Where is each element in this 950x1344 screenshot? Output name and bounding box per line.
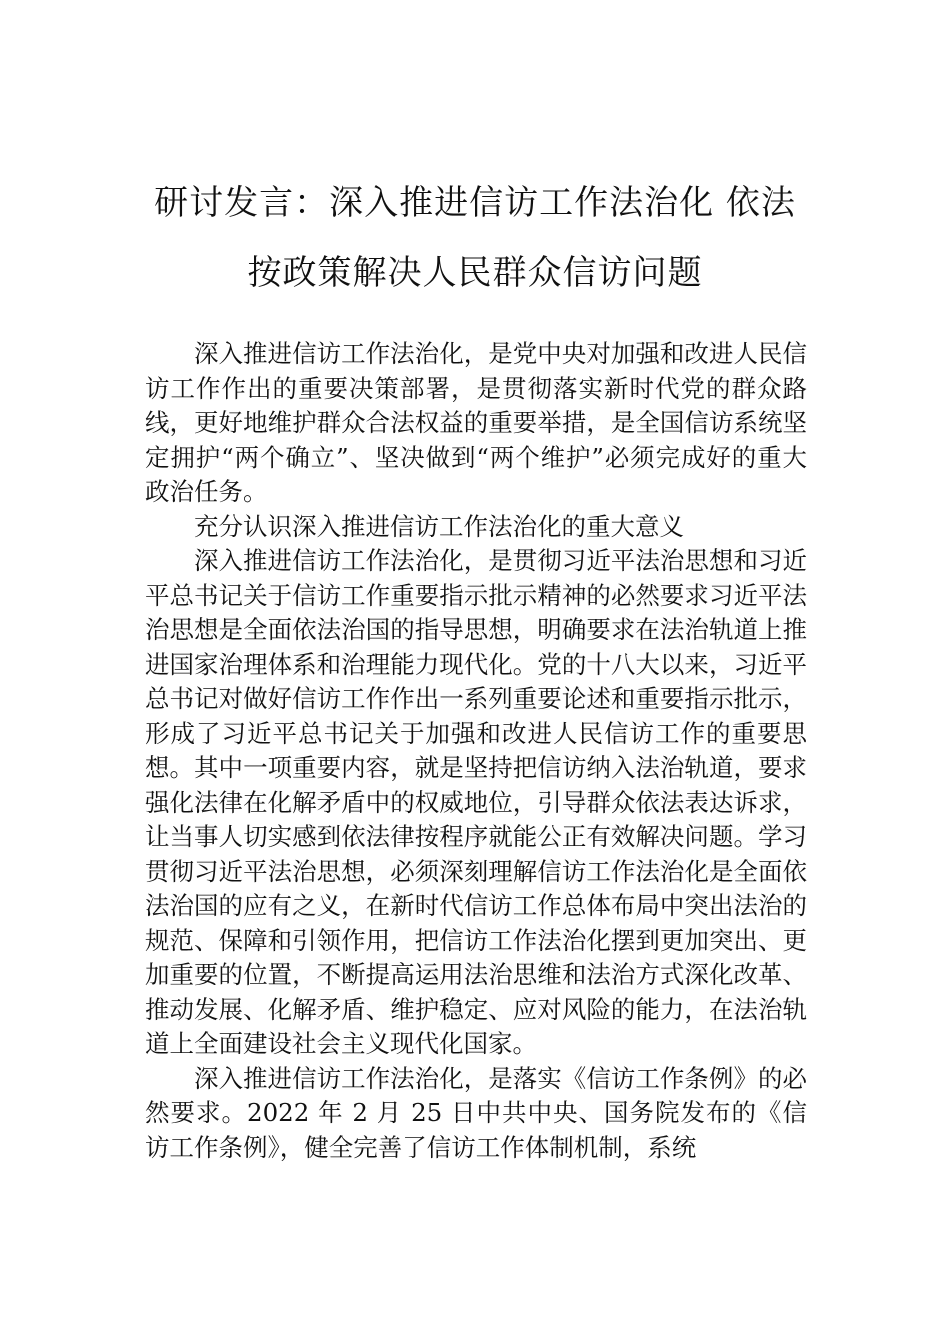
title-line-1: 研讨发言：深入推进信访工作法治化 依法 bbox=[154, 183, 796, 223]
paragraph-intro: 深入推进信访工作法治化，是党中央对加强和改进人民信访工作作出的重要决策部署，是贯彻落实新时代党的群众路线，更好地维护群众合法权益的重要举措，是全国信访系统坚定拥护“两个确立”、坚决做到“两个维护”必须完成好的重大政治任务。 bbox=[145, 339, 807, 506]
paragraph-rule-of-law: 深入推进信访工作法治化，是贯彻习近平法治思想和习近平总书记关于信访工作重要指示批示精神的必然要求习近平法治思想是全面依法治国的指导思想，明确要求在法治轨道上推进国家治理体系和治理能力现代化。党的十八大以来，习近平总书记对做好信访工作作出一系列重要论述和重要指示批示，形成了习近平总书记关于加强和改进人民信访工作的重要思想。其中一项重要内容，就是坚持把信访纳入法治轨道，要求强化法律在化解矛盾中的权威地位，引导群众依法表达诉求，让当事人切实感到依法律按程序就能公正有效解决问题。学习贯彻习近平法治思想，必须深刻理解信访工作法治化是全面依法治国的应有之义，在新时代信访工作总体布局中突出法治的规范、保障和引领作用，把信访工作法治化摆到更加突出、更加重要的位置，不断提高运用法治思维和法治方式深化改革、推动发展、化解矛盾、维护稳定、应对风险的能力，在法治轨道上全面建设社会主义现代化国家。 bbox=[145, 546, 807, 1058]
section-heading: 充分认识深入推进信访工作法治化的重大意义 bbox=[194, 511, 684, 541]
document-title bbox=[130, 168, 820, 308]
document-body bbox=[145, 337, 807, 1165]
paragraph-regulations: 深入推进信访工作法治化，是落实《信访工作条例》的必然要求。2022 年 2 月 25 日中共中央、国务院发布的《信访工作条例》，健全完善了信访工作体制机制，系统 bbox=[145, 1063, 807, 1162]
title-line-2: 按政策解决人民群众信访问题 bbox=[247, 253, 703, 293]
